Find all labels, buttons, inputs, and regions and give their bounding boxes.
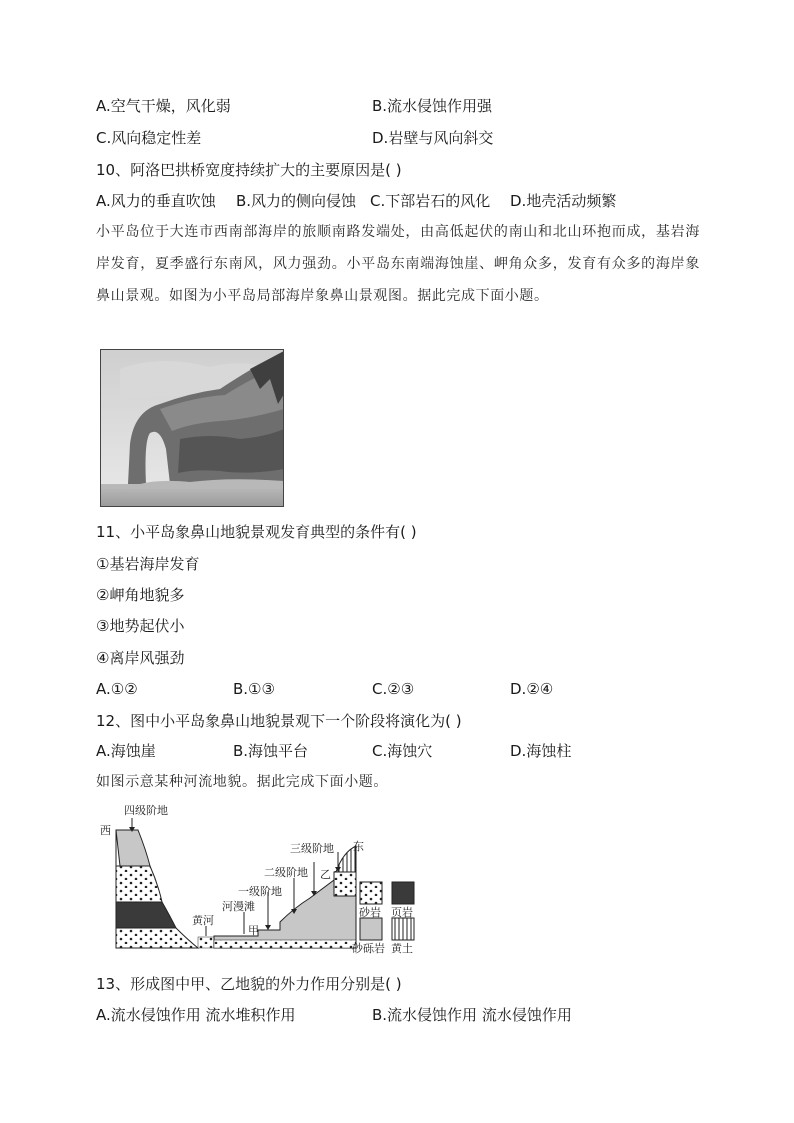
label-floodplain: 河漫滩 [222,900,255,913]
q12-option-b: B.海蚀平台 [233,742,309,760]
q11-item-3: ③地势起伏小 [96,617,185,635]
q10-option-b: B.风力的侧向侵蚀 [236,192,357,210]
q9-option-d: D.岩壁与风向斜交 [372,129,494,147]
legend-shale: 页岩 [391,906,413,919]
q10-stem: 10、阿洛巴拱桥宽度持续扩大的主要原因是( ) [96,161,402,179]
q11-option-b: B.①③ [233,680,275,698]
sea-arch-photo [100,349,284,507]
q11-option-a: A.①② [96,680,138,698]
passage-xiaopingdao: 小平岛位于大连市西南部海岸的旅顺南路发端处，由高低起伏的南山和北山环抱而成，基岩海岸发育，夏季盛行东南风，风力强劲。小平岛东南端海蚀崖、岬角众多，发育有众多的海岸象鼻山景观。如图为小平岛局部海岸象鼻山景观图。据此完成下面小题。 [96,224,700,304]
q12-option-d: D.海蚀柱 [510,742,572,760]
q10-option-a: A.风力的垂直吹蚀 [96,192,216,210]
q10-option-d: D.地壳活动频繁 [510,192,617,210]
q13-stem: 13、形成图中甲、乙地貌的外力作用分别是( ) [96,975,402,993]
q11-item-1: ①基岩海岸发育 [96,555,200,573]
label-west: 西 [100,824,111,837]
q11-item-4: ④离岸风强劲 [96,649,185,667]
label-terrace1: 一级阶地 [238,885,282,898]
label-terrace2: 二级阶地 [264,866,308,879]
river-terrace-diagram [98,800,423,958]
q11-stem: 11、小平岛象鼻山地貌景观发育典型的条件有( ) [96,523,417,541]
q9-option-c: C.风向稳定性差 [96,129,202,147]
q12-option-a: A.海蚀崖 [96,742,156,760]
q11-option-c: C.②③ [372,680,415,698]
q13-option-b: B.流水侵蚀作用 流水侵蚀作用 [372,1006,572,1024]
legend-loess: 黄土 [391,942,413,955]
passage-river-landform: 如图示意某种河流地貌。据此完成下面小题。 [96,774,388,790]
q12-option-c: C.海蚀穴 [372,742,433,760]
q13-option-a: A.流水侵蚀作用 流水堆积作用 [96,1006,296,1024]
label-terrace4: 四级阶地 [124,804,168,817]
q10-option-c: C.下部岩石的风化 [370,192,491,210]
legend-sandstone: 砂岩 [359,906,381,919]
q9-option-a: A.空气干燥，风化弱 [96,97,231,115]
label-river: 黄河 [192,914,214,927]
q11-item-2: ②岬角地貌多 [96,586,185,604]
q12-stem: 12、图中小平岛象鼻山地貌景观下一个阶段将演化为( ) [96,712,462,730]
label-jia: 甲 [248,924,259,937]
label-yi: 乙 [320,868,331,881]
legend-conglomerate: 砂砾岩 [352,942,385,955]
label-east: 东 [353,840,364,853]
label-terrace3: 三级阶地 [290,842,334,855]
q11-option-d: D.②④ [510,680,554,698]
q9-option-b: B.流水侵蚀作用强 [372,97,493,115]
